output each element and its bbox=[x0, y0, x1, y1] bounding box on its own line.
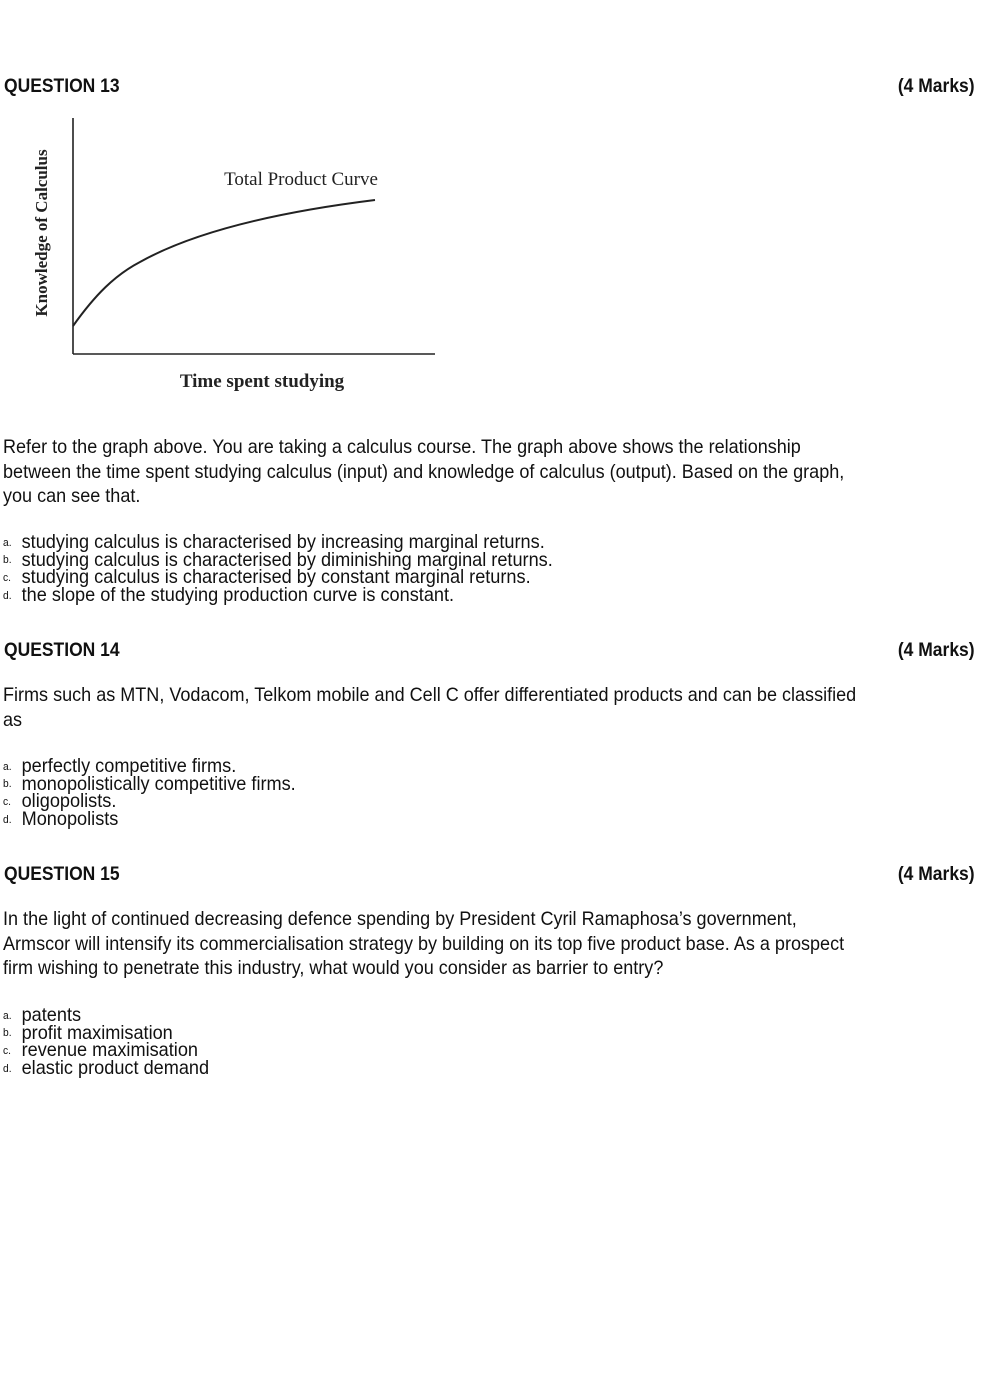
question-13-header bbox=[4, 76, 975, 98]
question-14-text: Firms such as MTN, Vodacom, Telkom mobile and Cell C offer differentiated products and can be classified as bbox=[3, 684, 857, 731]
option-letter: d. bbox=[3, 1062, 12, 1075]
option-letter: c. bbox=[3, 796, 11, 809]
option-text: profit maximisation bbox=[21, 1021, 173, 1044]
question-15-header bbox=[4, 864, 975, 886]
question-13-options bbox=[3, 531, 703, 606]
option-d[interactable] bbox=[3, 1056, 654, 1079]
option-letter: c. bbox=[3, 572, 11, 585]
option-letter: a. bbox=[3, 536, 12, 549]
option-letter: b. bbox=[3, 778, 12, 791]
question-14-title: QUESTION 14 bbox=[4, 640, 120, 661]
option-letter: a. bbox=[3, 760, 12, 773]
y-axis-label: Knowledge of Calculus bbox=[32, 149, 51, 317]
option-letter: d. bbox=[3, 589, 12, 602]
question-13-text: Refer to the graph above. You are taking a calculus course. The graph above shows the relationship between the time spent studying calculus (input) and knowledge of calculus (output). Based on the graph, you can see that. bbox=[3, 436, 845, 507]
option-text: studying calculus is characterised by constant marginal returns. bbox=[21, 566, 531, 589]
option-text: the slope of the studying production curve is constant. bbox=[21, 583, 455, 606]
question-14-header bbox=[4, 640, 975, 662]
option-d[interactable] bbox=[3, 583, 654, 606]
total-product-graph bbox=[0, 110, 460, 410]
option-text: patents bbox=[21, 1004, 82, 1026]
question-15-marks: (4 Marks) bbox=[897, 864, 975, 885]
total-product-chart bbox=[0, 110, 460, 410]
question-13-marks: (4 Marks) bbox=[897, 76, 975, 97]
question-14-options bbox=[3, 755, 703, 830]
question-15-text: In the light of continued decreasing defence spending by President Cyril Ramaphosa’s government, Armscor will intensify its commercialisation strategy by building on its top five product base. As a prospect firm wishing to penetrate this industry, what would you consider as barrier to entry? bbox=[3, 908, 845, 979]
total-product-curve bbox=[73, 200, 375, 326]
option-text: perfectly competitive firms. bbox=[21, 755, 237, 777]
curve-label: Total Product Curve bbox=[224, 169, 378, 190]
question-15-title: QUESTION 15 bbox=[4, 864, 120, 885]
x-axis-label: Time spent studying bbox=[179, 371, 345, 392]
option-d[interactable] bbox=[3, 807, 654, 830]
option-text: studying calculus is characterised by increasing marginal returns. bbox=[21, 531, 545, 553]
option-text: Monopolists bbox=[21, 807, 119, 830]
option-letter: b. bbox=[3, 1027, 12, 1040]
option-text: revenue maximisation bbox=[21, 1039, 198, 1062]
option-text: monopolistically competitive firms. bbox=[21, 772, 296, 795]
option-letter: a. bbox=[3, 1009, 12, 1022]
option-letter: b. bbox=[3, 554, 12, 567]
option-text: studying calculus is characterised by diminishing marginal returns. bbox=[21, 548, 553, 571]
question-14-marks: (4 Marks) bbox=[897, 640, 975, 661]
option-letter: d. bbox=[3, 813, 12, 826]
option-letter: c. bbox=[3, 1045, 11, 1058]
question-15-options bbox=[3, 1004, 703, 1079]
option-text: oligopolists. bbox=[21, 790, 117, 813]
question-13-title: QUESTION 13 bbox=[4, 76, 120, 97]
option-text: elastic product demand bbox=[21, 1056, 210, 1079]
